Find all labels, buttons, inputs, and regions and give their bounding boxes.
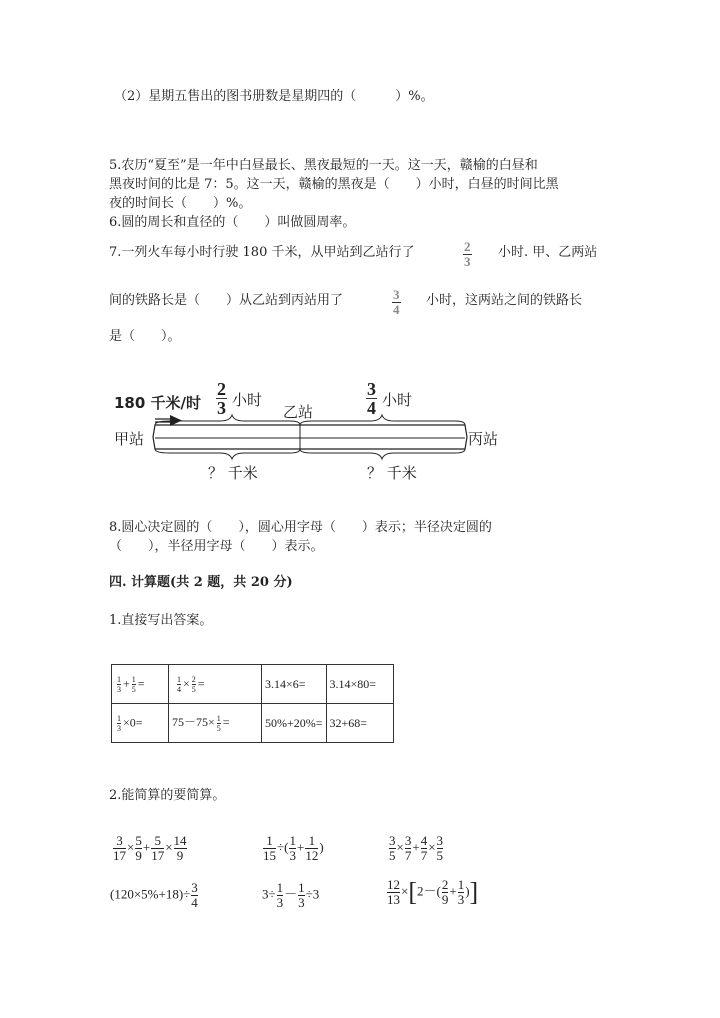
rail-outline xyxy=(153,425,467,449)
denominator: 3 xyxy=(117,723,121,733)
table-cell: 3.14×6= xyxy=(262,665,327,704)
question-5-line3: 夜的时间长（ ）%。 xyxy=(109,196,252,211)
fraction xyxy=(192,675,196,694)
operator: × xyxy=(428,839,436,855)
expression-2 xyxy=(262,834,324,863)
operator: × xyxy=(401,883,409,899)
numerator: 5 xyxy=(154,833,161,848)
operator: ) xyxy=(319,839,324,855)
operator: － xyxy=(284,886,298,902)
table-cell: 3.14×80= xyxy=(326,665,393,704)
expression-4 xyxy=(110,881,199,910)
numerator: 2 xyxy=(441,877,449,892)
mental-math-table xyxy=(111,664,394,743)
operator: + xyxy=(123,675,130,690)
fraction xyxy=(217,714,221,733)
equals: = xyxy=(137,675,145,690)
table-row xyxy=(112,665,394,704)
diagram-time-2-unit: 小时 xyxy=(382,391,413,409)
expression-prefix: (120×5%+18)÷ xyxy=(110,886,191,902)
expression-6 xyxy=(386,878,478,907)
denominator: 9 xyxy=(135,848,142,863)
brace-top-2 xyxy=(300,415,465,425)
question-7-line3: 是（ ）。 xyxy=(109,329,181,344)
numerator: 1 xyxy=(308,833,316,848)
denominator: 4 xyxy=(191,895,198,910)
numerator: 5 xyxy=(135,833,142,848)
numerator: 12 xyxy=(387,877,400,892)
question-6: 6.圆的周长和直径的（ ）叫做圆周率。 xyxy=(109,215,356,230)
denominator: 3 xyxy=(276,895,284,910)
question-7-line2b: 小时，这两站之间的铁路长 xyxy=(426,293,583,308)
expression-5 xyxy=(262,881,319,910)
table-cell xyxy=(169,665,262,704)
calc-1-title: 1.直接写出答案。 xyxy=(109,613,213,628)
denominator: 5 xyxy=(216,723,221,733)
numerator: 1 xyxy=(117,674,121,684)
numerator: 1 xyxy=(117,713,121,723)
numerator: 3 xyxy=(367,379,376,399)
question-7-line2a: 间的铁路长是（ ）从乙站到丙站用了 xyxy=(109,293,344,308)
expression-1 xyxy=(112,834,188,863)
denominator: 5 xyxy=(131,684,136,694)
question-5-line1: 5.农历“夏至”是一年中白昼最长、黑夜最短的一天。这一天，赣榆的白昼和 xyxy=(109,158,538,173)
numerator: 1 xyxy=(131,674,136,684)
station-a-label: 甲站 xyxy=(114,430,145,448)
numerator: 1 xyxy=(457,877,465,892)
expression-prefix: 3÷ xyxy=(262,886,276,902)
question-5-line2: 黑夜时间的比是 7：5。这一天，赣榆的黑夜是（ ）小时，白昼的时间比黑 xyxy=(109,177,559,192)
denominator: 4 xyxy=(367,398,376,418)
table-cell: 50%+20%= xyxy=(262,704,327,743)
denominator: 15 xyxy=(263,848,276,863)
diagram-time-2 xyxy=(366,380,377,417)
denominator: 7 xyxy=(404,848,412,863)
numerator: 3 xyxy=(116,833,123,848)
numerator: 1 xyxy=(177,674,181,684)
numerator: 3 xyxy=(404,833,412,848)
brace-bottom-1 xyxy=(155,449,300,459)
numerator: 3 xyxy=(191,880,198,895)
calc-2-title: 2.能简算的要简算。 xyxy=(109,788,226,803)
question-4-2: （2）星期五售出的图书册数是星期四的（ ）%。 xyxy=(114,89,434,104)
table-cell xyxy=(112,665,169,704)
question-7-line1b: 小时. 甲、乙两站 xyxy=(498,245,598,260)
question-7-line1a: 7.一列火车每小时行驶 180 千米，从甲站到乙站行了 xyxy=(109,245,415,260)
denominator: 5 xyxy=(389,848,396,863)
denominator: 12 xyxy=(305,848,319,863)
operator: × xyxy=(396,839,404,855)
numerator: 2 xyxy=(217,379,226,399)
right-bracket: ] xyxy=(469,877,479,907)
station-b-label: 乙站 xyxy=(283,403,314,421)
diagram-speed: 180 千米/时 xyxy=(114,394,202,412)
denominator: 5 xyxy=(436,848,444,863)
fraction xyxy=(117,675,121,694)
numerator: 1 xyxy=(298,880,305,895)
question-8-line1: 8.圆心决定圆的（ ），圆心用字母（ ）表示；半径决定圆的 xyxy=(109,520,492,535)
denominator: 9 xyxy=(176,848,184,863)
numerator: 4 xyxy=(420,833,428,848)
numerator: 2 xyxy=(464,239,471,254)
table-cell xyxy=(169,704,262,743)
expression-3 xyxy=(388,834,444,863)
expression-suffix: ÷3 xyxy=(305,886,320,902)
operator: + xyxy=(449,883,457,899)
operator: × xyxy=(165,839,173,855)
denominator: 13 xyxy=(387,892,400,907)
denominator: 3 xyxy=(217,398,226,418)
denominator: 17 xyxy=(113,848,126,863)
question-7-fraction-1 xyxy=(463,240,472,269)
operator: ) xyxy=(465,883,470,899)
equals: = xyxy=(222,715,230,730)
operator: + xyxy=(412,839,420,855)
question-7-fraction-2 xyxy=(392,288,401,317)
operator: + xyxy=(142,839,151,855)
brace-bottom-2 xyxy=(300,449,465,459)
denominator: 4 xyxy=(393,302,400,317)
numerator: 14 xyxy=(173,833,187,848)
fraction xyxy=(117,714,121,733)
denominator: 3 xyxy=(464,254,471,269)
operator: × xyxy=(183,675,190,690)
numerator: 1 xyxy=(266,833,273,848)
denominator: 7 xyxy=(420,848,428,863)
denominator: 3 xyxy=(298,895,305,910)
expression-prefix: 75－75× xyxy=(172,715,215,730)
operator: × xyxy=(127,839,135,855)
table-cell: 32+68= xyxy=(326,704,393,743)
numerator: 3 xyxy=(393,287,400,302)
expression-rest: ×0= xyxy=(123,714,143,729)
question-8-line2: （ ），半径用字母（ ）表示。 xyxy=(109,539,324,554)
left-bracket: [ xyxy=(408,877,418,907)
numerator: 3 xyxy=(389,833,396,848)
denominator: 5 xyxy=(191,684,196,694)
numerator: 3 xyxy=(436,833,444,848)
diagram-time-1-unit: 小时 xyxy=(232,391,263,409)
numerator: 1 xyxy=(216,713,221,723)
distance-2-label: ？ 千米 xyxy=(367,464,417,482)
operator: ÷( xyxy=(277,839,289,855)
denominator: 3 xyxy=(289,848,296,863)
diagram-time-1 xyxy=(216,380,227,417)
section-4-heading: 四. 计算题(共 2 题，共 20 分) xyxy=(109,575,293,590)
equals: = xyxy=(197,675,205,690)
denominator: 9 xyxy=(441,892,449,907)
operator: + xyxy=(296,839,305,855)
numerator: 1 xyxy=(276,880,284,895)
station-c-label: 丙站 xyxy=(468,430,499,448)
numerator: 1 xyxy=(289,833,296,848)
operator: 2－( xyxy=(417,883,441,899)
denominator: 3 xyxy=(457,892,465,907)
table-cell xyxy=(112,704,169,743)
denominator: 17 xyxy=(151,848,165,863)
fraction xyxy=(177,675,181,694)
denominator: 3 xyxy=(117,684,121,694)
numerator: 2 xyxy=(191,674,196,684)
fraction xyxy=(132,675,136,694)
table-row xyxy=(112,704,394,743)
distance-1-label: ？ 千米 xyxy=(208,464,258,482)
denominator: 4 xyxy=(177,684,181,694)
